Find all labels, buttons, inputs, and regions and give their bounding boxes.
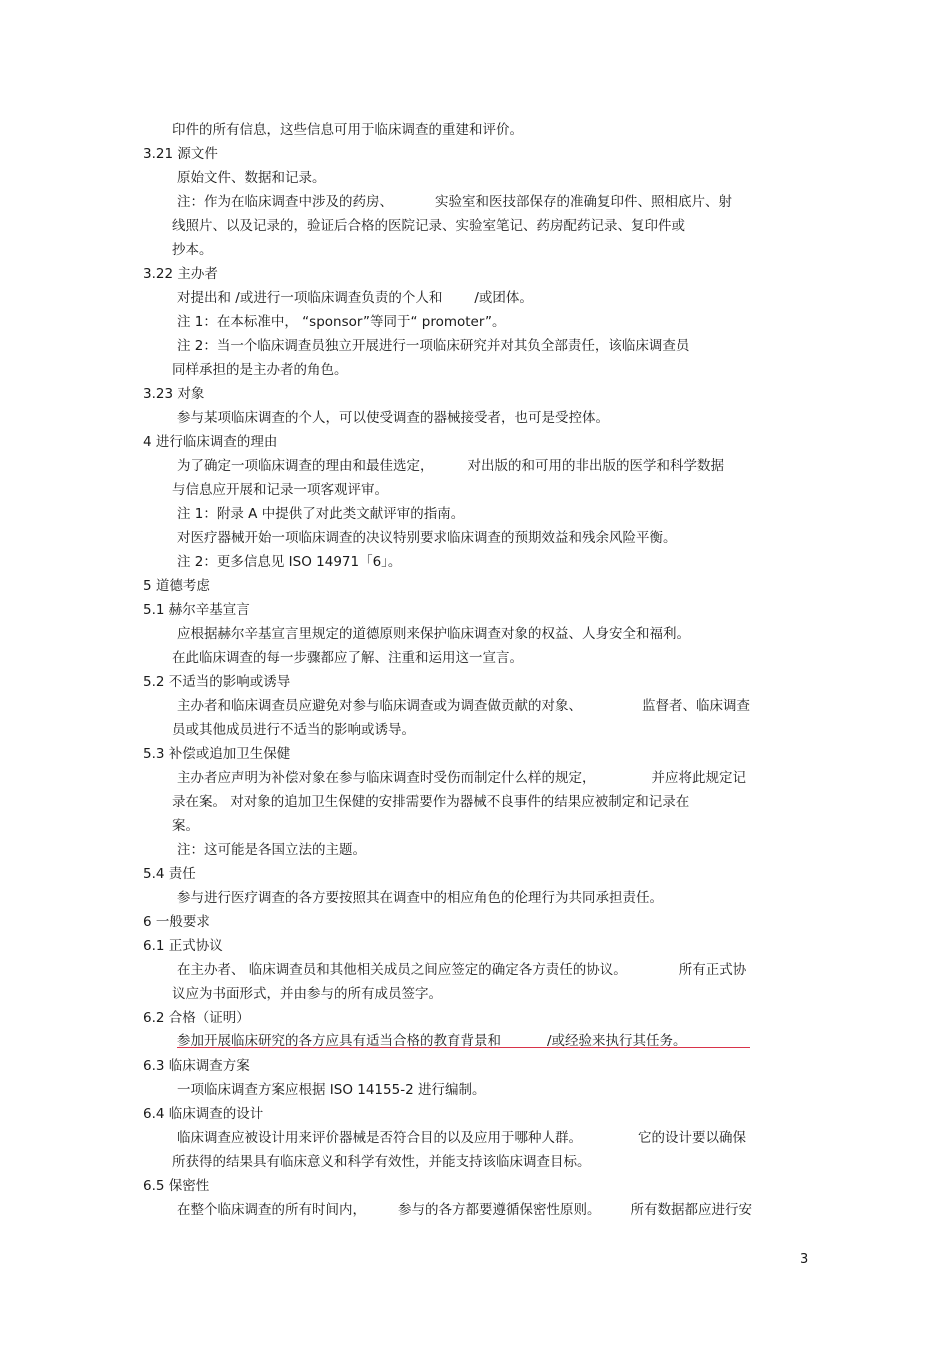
section-heading-5-3: 5.3 补偿或追加卫生保健: [143, 746, 291, 762]
paragraph: 主办者应声明为补偿对象在参与临床调查时受伤而制定什么样的规定， 并应将此规定记: [177, 770, 746, 786]
paragraph-continuation: 所获得的结果具有临床意义和科学有效性，并能支持该临床调查目标。: [172, 1154, 591, 1170]
note: 注：作为在临床调查中涉及的药房、 实验室和医技部保存的准确复印件、照相底片、射: [177, 194, 732, 210]
section-heading-5-1: 5.1 赫尔辛基宣言: [143, 602, 250, 618]
section-heading-3-23: 3.23 对象: [143, 386, 205, 402]
section-heading-5-2: 5.2 不适当的影响或诱导: [143, 674, 291, 690]
page-number: 3: [800, 1252, 809, 1267]
section-heading-6-4: 6.4 临床调查的设计: [143, 1106, 264, 1122]
note-continuation: 同样承担的是主办者的角色。: [172, 362, 348, 378]
paragraph: 在主办者、 临床调查员和其他相关成员之间应签定的确定各方责任的协议。 所有正式协: [177, 962, 747, 978]
note-continuation: 抄本。: [172, 242, 213, 258]
paragraph: 应根据赫尔辛基宣言里规定的道德原则来保护临床调查对象的权益、人身安全和福利。: [177, 626, 690, 642]
section-heading-6: 6 一般要求: [143, 914, 210, 930]
note-continuation: 线照片、以及记录的，验证后合格的医院记录、实验室笔记、药房配药记录、复印件或: [172, 218, 685, 234]
paragraph: 为了确定一项临床调查的理由和最佳选定， 对出版的和可用的非出版的医学和科学数据: [177, 458, 724, 474]
paragraph: 原始文件、数据和记录。: [177, 170, 326, 186]
note: 注：这可能是各国立法的主题。: [177, 842, 366, 858]
paragraph: 临床调查应被设计用来评价器械是否符合目的以及应用于哪种人群。 它的设计要以确保: [177, 1130, 746, 1146]
section-heading-3-21: 3.21 源文件: [143, 146, 218, 162]
paragraph-continuation: 在此临床调查的每一步骤都应了解、注重和运用这一宣言。: [172, 650, 523, 666]
continuation-line: 印件的所有信息，这些信息可用于临床调查的重建和评价。: [172, 122, 523, 138]
note-2: 注 2：更多信息见 ISO 14971「6」。: [177, 554, 402, 570]
paragraph: 参与某项临床调查的个人，可以使受调查的器械接受者，也可是受控体。: [177, 410, 609, 426]
section-heading-4: 4 进行临床调查的理由: [143, 434, 278, 450]
section-heading-3-22: 3.22 主办者: [143, 266, 218, 282]
red-underline-mark: [177, 1047, 750, 1048]
paragraph: 参与进行医疗调查的各方要按照其在调查中的相应角色的伦理行为共同承担责任。: [177, 890, 663, 906]
note-1: 注 1：在本标准中， “sponsor”等同于“ promoter”。: [177, 314, 506, 330]
paragraph: 对医疗器械开始一项临床调查的决议特别要求临床调查的预期效益和残余风险平衡。: [177, 530, 677, 546]
note-2: 注 2：当一个临床调查员独立开展进行一项临床研究并对其负全部责任，该临床调查员: [177, 338, 690, 354]
paragraph-continuation: 议应为书面形式，并由参与的所有成员签字。: [172, 986, 442, 1002]
paragraph: 主办者和临床调查员应避免对参与临床调查或为调查做贡献的对象、 监督者、临床调查: [177, 698, 750, 714]
paragraph: 在整个临床调查的所有时间内， 参与的各方都要遵循保密性原则。 所有数据都应进行安: [177, 1202, 752, 1218]
paragraph: 一项临床调查方案应根据 ISO 14155-2 进行编制。: [177, 1082, 486, 1098]
paragraph-continuation: 案。: [172, 818, 199, 834]
section-heading-6-1: 6.1 正式协议: [143, 938, 223, 954]
paragraph-continuation: 员或其他成员进行不适当的影响或诱导。: [172, 722, 415, 738]
note-1: 注 1：附录 A 中提供了对此类文献评审的指南。: [177, 506, 465, 522]
paragraph: 对提出和 /或进行一项临床调查负责的个人和 /或团体。: [177, 290, 533, 306]
paragraph-continuation: 录在案。 对对象的追加卫生保健的安排需要作为器械不良事件的结果应被制定和记录在: [172, 794, 690, 810]
paragraph-underlined: 参加开展临床研究的各方应具有适当合格的教育背景和 /或经验来执行其任务。: [177, 1033, 687, 1049]
section-heading-5: 5 道德考虑: [143, 578, 210, 594]
section-heading-5-4: 5.4 责任: [143, 866, 196, 882]
section-heading-6-5: 6.5 保密性: [143, 1178, 210, 1194]
paragraph-continuation: 与信息应开展和记录一项客观评审。: [172, 482, 388, 498]
section-heading-6-2: 6.2 合格（证明）: [143, 1010, 250, 1026]
section-heading-6-3: 6.3 临床调查方案: [143, 1058, 250, 1074]
